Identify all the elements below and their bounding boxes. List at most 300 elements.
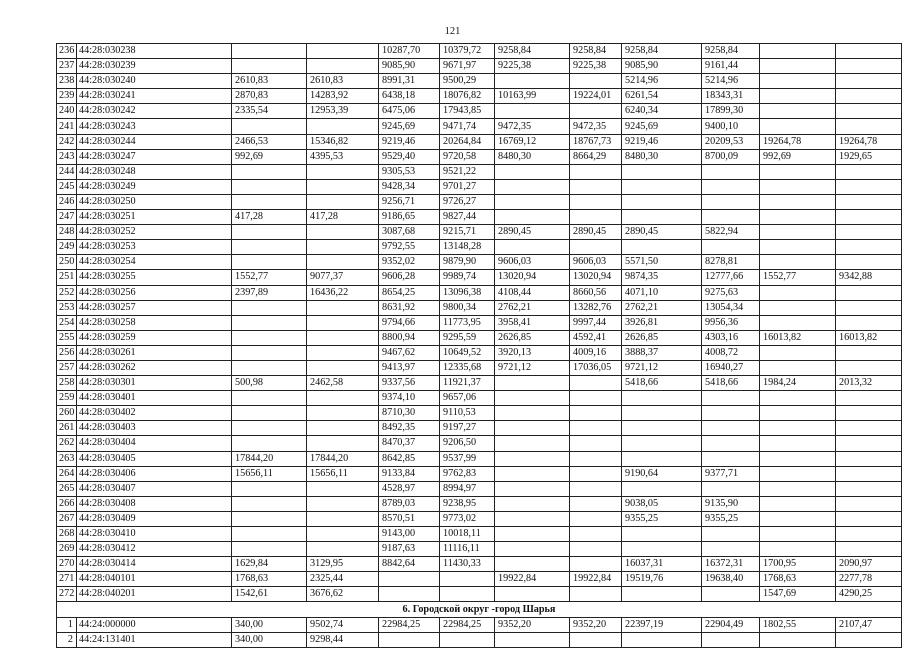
value-cell: 417,28 [232,210,307,225]
value-cell: 9500,29 [440,74,495,89]
table-row [57,89,902,104]
cadastral-number-cell: 44:28:030254 [77,255,232,270]
table-row [57,466,902,481]
cadastral-number-cell: 44:28:030409 [77,511,232,526]
value-cell [836,164,902,179]
value-cell [307,496,379,511]
value-cell: 9219,46 [379,134,440,149]
table-row [57,572,902,587]
value-cell [570,496,622,511]
value-cell: 15346,82 [307,134,379,149]
row-number-cell: 239 [57,89,77,104]
table-row [57,496,902,511]
value-cell: 20209,53 [702,134,760,149]
table-row [57,119,902,134]
value-cell [760,240,836,255]
value-cell [307,527,379,542]
value-cell [495,496,570,511]
value-cell [570,240,622,255]
value-cell [570,104,622,119]
value-cell: 9352,02 [379,255,440,270]
value-cell: 22397,19 [622,617,702,632]
value-cell [760,44,836,59]
value-cell [702,194,760,209]
value-cell [440,572,495,587]
value-cell [702,240,760,255]
value-cell: 9794,66 [379,315,440,330]
value-cell: 16769,12 [495,134,570,149]
table-row [57,421,902,436]
row-number-cell: 261 [57,421,77,436]
table-row [57,74,902,89]
table-row [57,587,902,602]
value-cell: 2870,83 [232,89,307,104]
value-cell [836,89,902,104]
value-cell [760,194,836,209]
value-cell [232,360,307,375]
row-number-cell: 254 [57,315,77,330]
value-cell [702,164,760,179]
value-cell: 15656,11 [307,466,379,481]
value-cell [307,542,379,557]
table-row [57,210,902,225]
table-row [57,104,902,119]
value-cell [622,240,702,255]
value-cell [622,421,702,436]
value-cell: 4395,53 [307,149,379,164]
value-cell: 4009,16 [570,345,622,360]
value-cell [760,466,836,481]
table-row [57,376,902,391]
table-row [57,134,902,149]
value-cell [702,406,760,421]
value-cell [622,164,702,179]
value-cell: 9720,58 [440,149,495,164]
value-cell: 13282,76 [570,300,622,315]
value-cell: 11773,95 [440,315,495,330]
value-cell [622,391,702,406]
value-cell [760,210,836,225]
value-cell: 16013,82 [836,330,902,345]
value-cell [495,481,570,496]
row-number-cell: 260 [57,406,77,421]
value-cell: 17036,05 [570,360,622,375]
value-cell: 9110,53 [440,406,495,421]
value-cell [495,74,570,89]
cadastral-number-cell: 44:28:030249 [77,179,232,194]
value-cell [495,210,570,225]
row-number-cell: 257 [57,360,77,375]
table-row [57,240,902,255]
value-cell: 1552,77 [232,270,307,285]
value-cell: 9701,27 [440,179,495,194]
cadastral-number-cell: 44:28:030402 [77,406,232,421]
cadastral-number-cell: 44:28:030238 [77,44,232,59]
row-number-cell: 270 [57,557,77,572]
value-cell: 5822,94 [702,225,760,240]
value-cell: 1700,95 [760,557,836,572]
value-cell: 8480,30 [495,149,570,164]
value-cell [495,194,570,209]
value-cell: 5214,96 [702,74,760,89]
cadastral-number-cell: 44:28:030406 [77,466,232,481]
value-cell [836,315,902,330]
value-cell: 992,69 [760,149,836,164]
value-cell: 19264,78 [836,134,902,149]
value-cell: 8842,64 [379,557,440,572]
value-cell: 19922,84 [570,572,622,587]
value-cell: 9657,06 [440,391,495,406]
value-cell: 9245,69 [379,119,440,134]
value-cell: 9337,56 [379,376,440,391]
value-cell: 1768,63 [232,572,307,587]
value-cell [760,179,836,194]
value-cell [232,255,307,270]
table-row [57,330,902,345]
cadastral-number-cell: 44:28:030414 [77,557,232,572]
cadastral-number-cell: 44:28:030403 [77,421,232,436]
value-cell: 8991,31 [379,74,440,89]
value-cell: 19224,01 [570,89,622,104]
value-cell: 10379,72 [440,44,495,59]
value-cell: 10649,52 [440,345,495,360]
value-cell [232,542,307,557]
value-cell [307,360,379,375]
row-number-cell: 246 [57,194,77,209]
value-cell [495,436,570,451]
value-cell [836,240,902,255]
value-cell [836,527,902,542]
value-cell [622,210,702,225]
value-cell [495,511,570,526]
value-cell [307,315,379,330]
value-cell: 9135,90 [702,496,760,511]
value-cell: 9472,35 [570,119,622,134]
value-cell: 9038,05 [622,496,702,511]
row-number-cell: 272 [57,587,77,602]
value-cell [232,240,307,255]
value-cell [495,421,570,436]
value-cell [836,119,902,134]
value-cell [836,74,902,89]
table-row [57,315,902,330]
value-cell [570,481,622,496]
value-cell [622,194,702,209]
value-cell: 9529,40 [379,149,440,164]
row-number-cell: 238 [57,74,77,89]
value-cell [702,481,760,496]
cadastral-number-cell: 44:28:030410 [77,527,232,542]
value-cell: 2890,45 [495,225,570,240]
value-cell: 500,98 [232,376,307,391]
value-cell: 13020,94 [570,270,622,285]
value-cell [836,104,902,119]
value-cell: 2397,89 [232,285,307,300]
value-cell [702,179,760,194]
section-title: 6. Городской округ -город Шарья [57,602,902,617]
value-cell [570,194,622,209]
value-cell: 4528,97 [379,481,440,496]
value-cell: 6475,06 [379,104,440,119]
value-cell: 9355,25 [622,511,702,526]
value-cell [232,44,307,59]
value-cell [622,542,702,557]
value-cell [570,376,622,391]
value-cell [495,376,570,391]
value-cell: 9792,55 [379,240,440,255]
value-cell: 8710,30 [379,406,440,421]
value-cell: 9537,99 [440,451,495,466]
value-cell [232,496,307,511]
value-cell [836,345,902,360]
value-cell [232,330,307,345]
value-cell [232,511,307,526]
value-cell [307,164,379,179]
value-cell: 3087,68 [379,225,440,240]
value-cell [570,74,622,89]
cadastral-number-cell: 44:28:030241 [77,89,232,104]
value-cell [440,587,495,602]
cadastral-number-cell: 44:28:040201 [77,587,232,602]
value-cell [702,421,760,436]
value-cell: 19264,78 [760,134,836,149]
row-number-cell: 266 [57,496,77,511]
value-cell [307,330,379,345]
value-cell: 9085,90 [622,59,702,74]
value-cell [307,511,379,526]
table-row [57,345,902,360]
value-cell: 9502,74 [307,617,379,632]
value-cell [570,451,622,466]
value-cell [622,436,702,451]
table-row [57,406,902,421]
value-cell [836,255,902,270]
value-cell: 8654,25 [379,285,440,300]
row-number-cell: 242 [57,134,77,149]
value-cell: 9295,59 [440,330,495,345]
value-cell [379,572,440,587]
value-cell [232,164,307,179]
value-cell [307,406,379,421]
value-cell [760,285,836,300]
value-cell: 11430,33 [440,557,495,572]
value-cell: 9721,12 [622,360,702,375]
row-number-cell: 252 [57,285,77,300]
value-cell [622,527,702,542]
value-cell: 8492,35 [379,421,440,436]
value-cell [760,360,836,375]
value-cell: 9342,88 [836,270,902,285]
value-cell: 8642,85 [379,451,440,466]
value-cell: 8570,51 [379,511,440,526]
table-row [57,511,902,526]
value-cell: 16037,31 [622,557,702,572]
value-cell [760,345,836,360]
value-cell [760,104,836,119]
value-cell: 17844,20 [232,451,307,466]
value-cell [760,74,836,89]
value-cell: 9258,84 [622,44,702,59]
value-cell: 1629,84 [232,557,307,572]
value-cell: 4071,10 [622,285,702,300]
value-cell: 9521,22 [440,164,495,179]
value-cell [570,527,622,542]
value-cell: 9143,00 [379,527,440,542]
value-cell: 2890,45 [622,225,702,240]
value-cell [836,542,902,557]
value-cell: 9773,02 [440,511,495,526]
cadastral-number-cell: 44:28:030257 [77,300,232,315]
value-cell: 8700,09 [702,149,760,164]
table-row [57,44,902,59]
value-cell [836,360,902,375]
value-cell: 8480,30 [622,149,702,164]
value-cell: 18343,31 [702,89,760,104]
value-cell [836,285,902,300]
value-cell [760,481,836,496]
cadastral-number-cell: 44:28:030239 [77,59,232,74]
section-row [57,602,902,617]
row-number-cell: 241 [57,119,77,134]
value-cell: 15656,11 [232,466,307,481]
value-cell: 9726,27 [440,194,495,209]
table-row [57,451,902,466]
value-cell: 8664,29 [570,149,622,164]
row-number-cell: 1 [57,617,77,632]
value-cell [702,527,760,542]
value-cell: 22904,49 [702,617,760,632]
row-number-cell: 259 [57,391,77,406]
value-cell: 9161,44 [702,59,760,74]
value-cell [836,436,902,451]
value-cell: 6261,54 [622,89,702,104]
table-body [57,44,902,602]
cadastral-number-cell: 44:28:030252 [77,225,232,240]
value-cell [570,179,622,194]
value-cell [570,406,622,421]
value-cell: 340,00 [232,617,307,632]
table-row [57,164,902,179]
value-cell [570,542,622,557]
value-cell: 11116,11 [440,542,495,557]
value-cell: 9467,62 [379,345,440,360]
value-cell: 6438,18 [379,89,440,104]
value-cell: 5418,66 [702,376,760,391]
value-cell [307,255,379,270]
value-cell: 2890,45 [570,225,622,240]
value-cell: 3888,37 [622,345,702,360]
row-number-cell: 243 [57,149,77,164]
value-cell [836,481,902,496]
value-cell [760,511,836,526]
cadastral-number-cell: 44:28:030244 [77,134,232,149]
value-cell [836,421,902,436]
value-cell: 9374,10 [379,391,440,406]
row-number-cell: 263 [57,451,77,466]
row-number-cell: 245 [57,179,77,194]
value-cell: 9956,36 [702,315,760,330]
row-number-cell: 262 [57,436,77,451]
value-cell: 9197,27 [440,421,495,436]
value-cell: 1768,63 [760,572,836,587]
row-number-cell: 265 [57,481,77,496]
value-cell [307,194,379,209]
value-cell: 9413,97 [379,360,440,375]
value-cell: 18076,82 [440,89,495,104]
value-cell: 9187,63 [379,542,440,557]
value-cell [307,481,379,496]
value-cell: 992,69 [232,149,307,164]
value-cell: 2610,83 [232,74,307,89]
value-cell: 2762,21 [622,300,702,315]
value-cell [622,451,702,466]
value-cell: 2626,85 [622,330,702,345]
value-cell: 10163,99 [495,89,570,104]
cadastral-number-cell: 44:28:040101 [77,572,232,587]
cadastral-number-cell: 44:28:030408 [77,496,232,511]
value-cell: 10287,70 [379,44,440,59]
value-cell [760,421,836,436]
value-cell: 16013,82 [760,330,836,345]
value-cell [232,59,307,74]
value-cell [307,300,379,315]
value-cell: 18767,73 [570,134,622,149]
value-cell: 4592,41 [570,330,622,345]
value-cell [232,391,307,406]
table-row [57,360,902,375]
value-cell: 9400,10 [702,119,760,134]
cadastral-number-cell: 44:28:030258 [77,315,232,330]
page-number: 121 [444,26,461,37]
value-cell: 3920,13 [495,345,570,360]
row-number-cell: 247 [57,210,77,225]
value-cell: 9762,83 [440,466,495,481]
value-cell: 9186,65 [379,210,440,225]
value-cell [232,194,307,209]
value-cell: 340,00 [232,632,307,647]
value-cell: 1542,61 [232,587,307,602]
value-cell [307,179,379,194]
table-row [57,436,902,451]
row-number-cell: 248 [57,225,77,240]
row-number-cell: 251 [57,270,77,285]
value-cell: 2762,21 [495,300,570,315]
value-cell: 9219,46 [622,134,702,149]
value-cell [495,391,570,406]
row-number-cell: 249 [57,240,77,255]
value-cell: 2013,32 [836,376,902,391]
value-cell [232,225,307,240]
table-row [57,149,902,164]
table-row [57,225,902,240]
value-cell: 9352,20 [570,617,622,632]
value-cell: 9077,37 [307,270,379,285]
value-cell: 9606,03 [570,255,622,270]
value-cell: 1802,55 [760,617,836,632]
value-cell: 19638,40 [702,572,760,587]
value-cell [702,210,760,225]
cadastral-number-cell: 44:28:030250 [77,194,232,209]
value-cell [495,557,570,572]
value-cell [760,300,836,315]
cadastral-number-cell: 44:28:030301 [77,376,232,391]
table-row [57,391,902,406]
value-cell: 2090,97 [836,557,902,572]
value-cell [495,240,570,255]
table-row [57,557,902,572]
value-cell [836,300,902,315]
value-cell [760,527,836,542]
